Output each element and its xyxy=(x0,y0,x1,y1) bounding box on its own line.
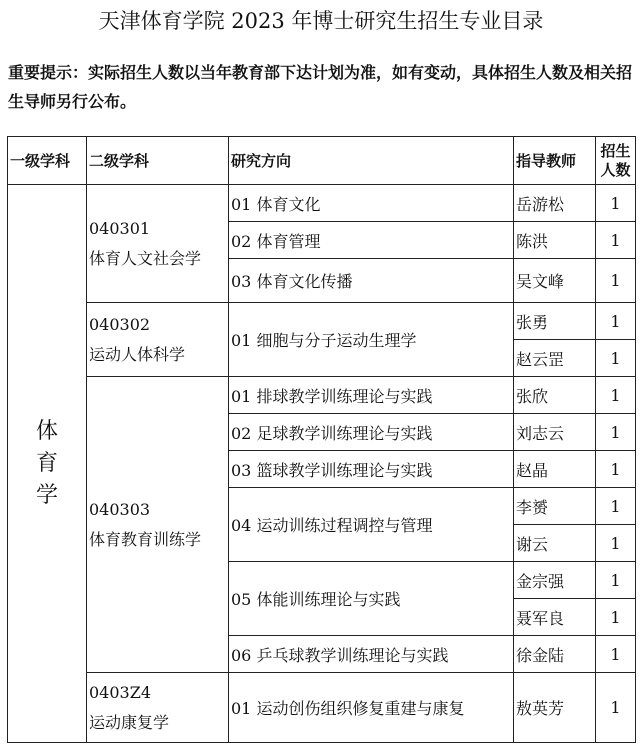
subject-name: 体育人文社会学 xyxy=(89,248,202,268)
direction-cell: 03 篮球教学训练理论与实践 xyxy=(229,451,514,488)
level1-subject-cell xyxy=(8,185,87,743)
table-header-row xyxy=(8,137,636,185)
direction-cell: 02 足球教学训练理论与实践 xyxy=(229,414,514,451)
advisor-cell: 赵晶 xyxy=(514,451,596,488)
table-row xyxy=(8,673,636,743)
count-cell: 1 xyxy=(596,340,636,377)
direction-cell: 04 运动训练过程调控与管理 xyxy=(229,488,514,562)
table-row xyxy=(8,185,636,222)
direction-cell: 01 细胞与分子运动生理学 xyxy=(229,303,514,377)
count-cell: 1 xyxy=(596,599,636,636)
catalog-table xyxy=(7,136,636,743)
subject-cell-040302 xyxy=(87,303,229,377)
count-cell: 1 xyxy=(596,259,636,303)
subject-code: 040303 xyxy=(89,499,151,519)
count-cell: 1 xyxy=(596,488,636,525)
subject-name: 体育教育训练学 xyxy=(89,529,202,549)
advisor-cell: 李赟 xyxy=(514,488,596,525)
header-count-line1: 招生 xyxy=(600,141,631,160)
direction-cell: 06 乒乓球教学训练理论与实践 xyxy=(229,636,514,673)
direction-cell: 01 排球教学训练理论与实践 xyxy=(229,377,514,414)
header-level1: 一级学科 xyxy=(8,137,87,185)
level1-char-1: 体 xyxy=(35,418,58,444)
count-cell: 1 xyxy=(596,222,636,259)
header-level2: 二级学科 xyxy=(87,137,229,185)
advisor-cell: 金宗强 xyxy=(514,562,596,599)
table-row xyxy=(8,303,636,340)
subject-cell-040301 xyxy=(87,185,229,303)
direction-cell: 05 体能训练理论与实践 xyxy=(229,562,514,636)
advisor-cell: 聂军良 xyxy=(514,599,596,636)
subject-code: 040302 xyxy=(89,314,151,334)
count-cell: 1 xyxy=(596,525,636,562)
count-cell: 1 xyxy=(596,303,636,340)
direction-cell: 03 体育文化传播 xyxy=(229,259,514,303)
count-cell: 1 xyxy=(596,377,636,414)
count-cell: 1 xyxy=(596,414,636,451)
advisor-cell: 刘志云 xyxy=(514,414,596,451)
direction-cell: 01 体育文化 xyxy=(229,185,514,222)
advisor-cell: 赵云罡 xyxy=(514,340,596,377)
advisor-cell: 陈洪 xyxy=(514,222,596,259)
advisor-cell: 敖英芳 xyxy=(514,673,596,743)
level1-char-2: 育 xyxy=(35,450,58,476)
count-cell: 1 xyxy=(596,451,636,488)
advisor-cell: 谢云 xyxy=(514,525,596,562)
subject-cell-0403Z4 xyxy=(87,673,229,743)
table-row xyxy=(8,377,636,414)
count-cell: 1 xyxy=(596,562,636,599)
level1-char-3: 学 xyxy=(35,482,58,508)
subject-code: 040301 xyxy=(89,218,151,238)
subject-name: 运动人体科学 xyxy=(89,344,186,364)
direction-cell: 02 体育管理 xyxy=(229,222,514,259)
advisor-cell: 张欣 xyxy=(514,377,596,414)
advisor-cell: 张勇 xyxy=(514,303,596,340)
header-count-line2: 人数 xyxy=(600,160,631,179)
count-cell: 1 xyxy=(596,185,636,222)
header-count xyxy=(596,137,636,185)
advisor-cell: 吴文峰 xyxy=(514,259,596,303)
header-advisor: 指导教师 xyxy=(514,137,596,185)
page-title: 天津体育学院 2023 年博士研究生招生专业目录 xyxy=(98,9,544,33)
header-direction: 研究方向 xyxy=(229,137,514,185)
subject-code: 0403Z4 xyxy=(89,682,152,702)
subject-name: 运动康复学 xyxy=(89,712,170,732)
direction-cell: 01 运动创伤组织修复重建与康复 xyxy=(229,673,514,743)
advisor-cell: 岳游松 xyxy=(514,185,596,222)
important-notice: 重要提示：实际招生人数以当年教育部下达计划为准，如有变动，具体招生人数及相关招生导师另行公布。 xyxy=(8,63,633,111)
advisor-cell: 徐金陆 xyxy=(514,636,596,673)
count-cell: 1 xyxy=(596,636,636,673)
count-cell: 1 xyxy=(596,673,636,743)
subject-cell-040303 xyxy=(87,377,229,673)
